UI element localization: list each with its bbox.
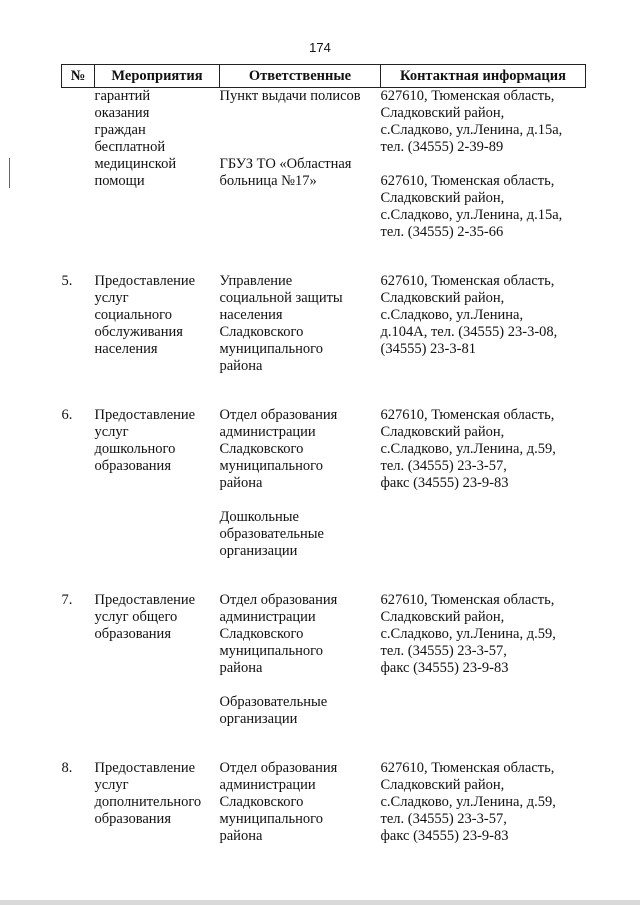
table-row xyxy=(62,273,586,375)
row-activity: гарантий оказания граждан бесплатной медицинской помощи xyxy=(94,88,177,189)
row-responsible xyxy=(220,88,381,242)
responsible-entry: Образовательные организации xyxy=(219,694,328,727)
responsible-entry: Управление социальной защиты населения Сладковского муниципального района xyxy=(219,273,343,374)
row-activity: Предоставление услуг общего образования xyxy=(94,592,196,642)
row-responsible xyxy=(220,760,381,845)
row-number: 6. xyxy=(61,407,73,423)
row-responsible xyxy=(220,592,381,728)
scan-margin-mark xyxy=(9,158,10,188)
contact-entry: 627610, Тюменская область, Сладковский район, с.Сладково, ул.Ленина, д.59, тел. (34555) 23-3-57, факс (34555) 23-9-83 xyxy=(380,760,556,844)
header-responsible: Ответственные xyxy=(220,65,381,88)
responsible-entry: Дошкольные образовательные организации xyxy=(219,509,324,559)
row-contact xyxy=(381,760,586,845)
services-table xyxy=(61,64,586,845)
contact-entry: 627610, Тюменская область, Сладковский район, с.Сладково, ул.Ленина, д.104А, тел. (34555) 23-3-08, (34555) 23-3-81 xyxy=(380,273,558,357)
row-number: 5. xyxy=(61,273,73,289)
contact-entry: 627610, Тюменская область, Сладковский район, с.Сладково, ул.Ленина, д.15а, тел. (34555) 2-35-66 xyxy=(380,173,563,240)
responsible-entry: Отдел образования администрации Сладковского муниципального района xyxy=(219,407,338,491)
row-activity: Предоставление услуг социального обслуживания населения xyxy=(94,273,196,357)
header-activity: Мероприятия xyxy=(95,65,220,88)
row-number: 8. xyxy=(61,760,73,776)
contact-entry: 627610, Тюменская область, Сладковский район, с.Сладково, ул.Ленина, д.15а, тел. (34555) 2-39-89 xyxy=(380,88,563,155)
table-header-row xyxy=(62,65,586,88)
row-responsible xyxy=(220,407,381,560)
responsible-entry: Пункт выдачи полисов xyxy=(219,88,361,104)
responsible-entry: Отдел образования администрации Сладковского муниципального района xyxy=(219,760,338,844)
table-row xyxy=(62,592,586,728)
row-activity: Предоставление услуг дошкольного образования xyxy=(94,407,196,474)
table-row xyxy=(62,88,586,242)
header-contact: Контактная информация xyxy=(381,65,586,88)
contact-entry: 627610, Тюменская область, Сладковский район, с.Сладково, ул.Ленина, д.59, тел. (34555) 23-3-57, факс (34555) 23-9-83 xyxy=(380,407,556,491)
scan-bottom-edge xyxy=(0,900,640,905)
row-activity: Предоставление услуг дополнительного образования xyxy=(94,760,202,827)
row-contact xyxy=(381,592,586,728)
row-number: 7. xyxy=(61,592,73,608)
contact-entry: 627610, Тюменская область, Сладковский район, с.Сладково, ул.Ленина, д.59, тел. (34555) 23-3-57, факс (34555) 23-9-83 xyxy=(380,592,556,676)
row-number xyxy=(62,88,95,242)
row-contact xyxy=(381,407,586,560)
table-row xyxy=(62,407,586,560)
responsible-entry: ГБУЗ ТО «Областная больница №17» xyxy=(219,156,352,189)
page-number: 174 xyxy=(309,40,331,55)
header-num: № xyxy=(62,65,95,88)
row-contact xyxy=(381,273,586,375)
responsible-entry: Отдел образования администрации Сладковского муниципального района xyxy=(219,592,338,676)
row-contact xyxy=(381,88,586,242)
table-row xyxy=(62,760,586,845)
row-responsible xyxy=(220,273,381,375)
